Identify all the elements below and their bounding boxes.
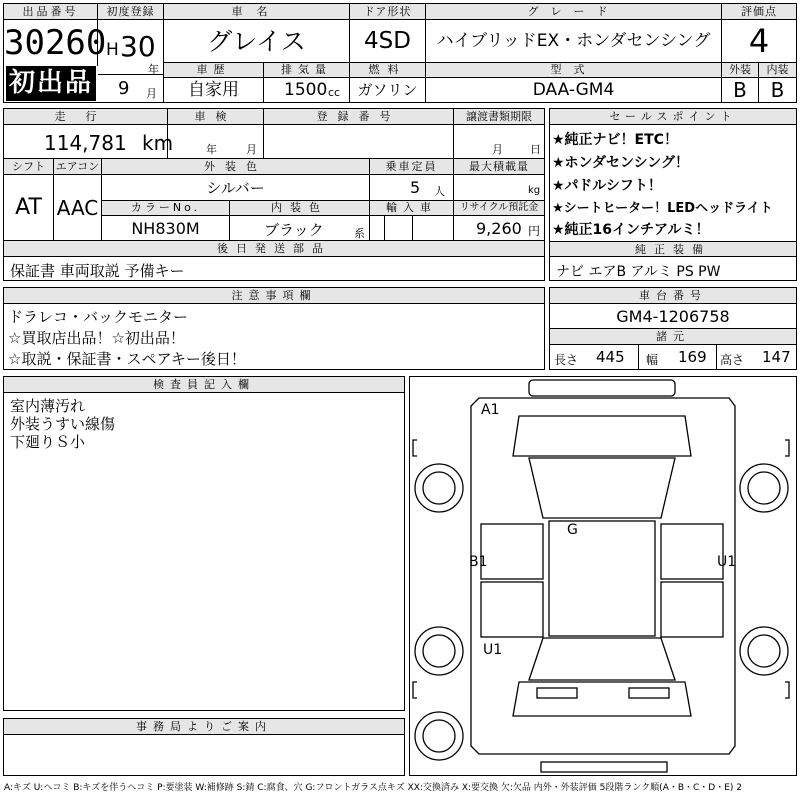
bracket-left-bottom [413, 682, 417, 698]
front-bumper [529, 380, 675, 396]
sales-point-3: ★パドルシフト！ [552, 178, 662, 194]
wheel-front-right [740, 464, 788, 512]
length-label: 長さ [554, 353, 579, 367]
wheel-front-left-inner [423, 472, 455, 504]
mileage: 114,781 [44, 131, 127, 155]
rear-window [529, 638, 675, 680]
legend: A:キズ U:ヘコミ B:キズを伴うヘコミ P:要塗装 W:補修跡 S:錆 C:腐食、穴 G:フロントガラス点キズ XX:交換済み X:要交換 欠:欠品 内外・外装評価 5段階ランク順(A・B・C・D・E) 2 [4, 783, 743, 793]
mark-a1: A1 [481, 402, 500, 418]
door-type: 4SD [350, 20, 426, 63]
era: H [106, 40, 119, 60]
hood [513, 416, 691, 456]
first-reg-year-cell [98, 20, 164, 75]
transfer-label: 譲渡書類期限 [454, 109, 544, 125]
int-color-unit: 系 [354, 227, 365, 240]
interior-score: B [770, 78, 785, 102]
month-unit: 月 [146, 87, 157, 100]
lot-label: 出品番号 [4, 4, 98, 20]
length: 445 [596, 348, 625, 366]
sales-point-1: ★純正ナビ！ETC！ [552, 132, 678, 148]
displacement: 1500 [284, 80, 328, 100]
mark-g: G [567, 522, 578, 538]
width: 169 [678, 348, 707, 366]
door-front-right [661, 524, 723, 579]
bottom-bumper [541, 762, 667, 772]
first-reg-label: 初度登録 [98, 4, 164, 20]
chassis-label: 車台番号 [550, 288, 796, 304]
rear-bumper-right [629, 688, 669, 698]
sales-points-label: セールスポイント [550, 109, 796, 125]
wheel-rear-right-inner [748, 635, 780, 667]
inspection-cell [168, 125, 264, 159]
windshield [529, 458, 675, 518]
recycle-fee: 9,260 [476, 219, 522, 238]
wheel-front-right-inner [748, 472, 780, 504]
inspector-label: 検査員記入欄 [4, 377, 404, 393]
sales-point-2: ★ホンダセンシング！ [552, 155, 690, 171]
roof [549, 521, 655, 636]
recycle-cell [454, 216, 544, 241]
fuel: ガソリン [350, 78, 426, 102]
model: DAA-GM4 [426, 78, 722, 102]
inspection-year-unit: 年 [206, 143, 217, 156]
capacity: 5 [410, 178, 421, 197]
import-divider-right [412, 216, 413, 241]
later-parts-text: 保証書 車両取説 予備キー [10, 262, 185, 280]
model-label: 型式 [426, 63, 722, 78]
grade: ハイブリッドEX・ホンダセンシング [426, 20, 722, 63]
overall-score: 4 [722, 20, 796, 63]
wheel-rear-left [415, 627, 463, 675]
rear-bumper [537, 688, 577, 698]
car-diagram [409, 376, 797, 776]
max-load-cell [454, 175, 544, 201]
int-color: ブラック [264, 221, 324, 239]
grade-label: グレード [426, 4, 722, 20]
trunk [513, 682, 691, 716]
notes-line-1: ドラレコ・バックモニター [8, 308, 189, 326]
displacement-unit: cc [328, 86, 341, 99]
import-divider-left [384, 216, 385, 241]
mark-b1: B1 [469, 554, 488, 570]
transfer-cell [454, 125, 544, 159]
capacity-cell [370, 175, 454, 201]
door-front-left [481, 524, 543, 579]
door-rear-right [661, 582, 723, 637]
mileage-unit: km [142, 131, 174, 155]
notes-line-3: ☆取説・保証書・スペアキー後日！ [8, 350, 246, 368]
max-load-unit: kg [528, 185, 541, 196]
ext-color-label: 外装色 [102, 159, 370, 175]
capacity-label: 乗車定員 [370, 159, 454, 175]
spare-wheel [415, 712, 463, 760]
sales-point-5: ★純正16インチアルミ！ [552, 222, 710, 238]
bracket-right-bottom [785, 682, 789, 698]
history: 自家用 [164, 78, 264, 102]
interior-score-label: 内装 [759, 63, 796, 78]
import-label: 輸入車 [370, 201, 454, 216]
genuine-equipment-text: ナビ エアB アルミ PS PW [556, 264, 721, 280]
mileage-cell [4, 125, 174, 159]
genuine-equipment-label: 純正装備 [550, 241, 796, 257]
displacement-label: 排気量 [264, 63, 350, 78]
wheel-front-left [415, 464, 463, 512]
recycle-unit: 円 [528, 224, 541, 238]
transfer-month-unit: 月 [492, 143, 503, 156]
inspection-month-unit: 月 [246, 143, 257, 156]
chassis-number: GM4-1206758 [550, 304, 796, 329]
fuel-label: 燃料 [350, 63, 426, 78]
wheel-rear-left-inner [423, 635, 455, 667]
inspector-line-3: 下廻りＳ小 [10, 433, 86, 451]
int-color-cell [230, 216, 370, 241]
bracket-right-top [785, 440, 789, 456]
max-load-label: 最大積載量 [454, 159, 544, 175]
exterior-score-label: 外装 [722, 63, 759, 78]
ac: AAC [54, 175, 102, 241]
dimensions-label: 諸元 [550, 329, 796, 345]
inspector-line-2: 外装うすい線傷 [10, 415, 116, 433]
height: 147 [762, 348, 791, 366]
lot-number: 30260 [4, 20, 98, 66]
int-color-label: 内装色 [230, 201, 370, 216]
reg-number-label: 登録番号 [264, 109, 454, 125]
inspection-label: 車検 [168, 109, 264, 125]
mark-u1-left: U1 [483, 642, 503, 658]
body-outline [471, 398, 735, 754]
height-label: 高さ [720, 353, 745, 367]
transfer-day-unit: 日 [530, 143, 541, 156]
ext-color: シルバー [102, 175, 370, 201]
office-label: 事務局よりご案内 [4, 719, 404, 735]
car-name: グレイス [164, 20, 350, 63]
door-label: ドア形状 [350, 4, 426, 20]
first-listing-badge: 初出品 [6, 66, 96, 101]
sales-point-4: ★シートヒーター！LEDヘッドライト [552, 201, 773, 216]
notes-label: 注意事項欄 [4, 288, 544, 304]
year-unit: 年 [148, 63, 159, 76]
history-label: 車歴 [164, 63, 264, 78]
dim-divider-2 [716, 345, 717, 369]
dim-divider-1 [638, 345, 639, 369]
door-rear-left [481, 582, 543, 637]
first-reg-month-cell [98, 75, 164, 102]
score-label: 評価点 [722, 4, 796, 20]
color-no: NH830M [102, 216, 230, 241]
reg-number-cell [264, 125, 454, 159]
recycle-label: リサイクル預託金 [454, 201, 544, 216]
color-no-label: カラーNo. [102, 201, 230, 216]
later-parts-label: 後日発送部品 [4, 241, 544, 257]
mileage-label: 走行 [4, 109, 168, 125]
wheel-rear-right [740, 627, 788, 675]
reg-year: 30 [120, 30, 156, 63]
capacity-unit: 人 [434, 185, 445, 198]
car-name-label: 車名 [164, 4, 350, 20]
spare-wheel-inner [423, 720, 455, 752]
inspector-line-1: 室内薄汚れ [10, 397, 86, 415]
notes-line-2: ☆買取店出品！☆初出品！ [8, 329, 185, 347]
bracket-left-top [413, 440, 417, 456]
mark-u1-right: U1 [717, 554, 737, 570]
dimensions-row [550, 345, 796, 369]
width-label: 幅 [646, 353, 659, 367]
shift-label: シフト [4, 159, 54, 175]
displacement-cell [264, 78, 350, 102]
exterior-score: B [722, 78, 759, 102]
ac-label: エアコン [54, 159, 102, 175]
reg-month: 9 [118, 78, 130, 99]
shift: AT [4, 175, 54, 241]
